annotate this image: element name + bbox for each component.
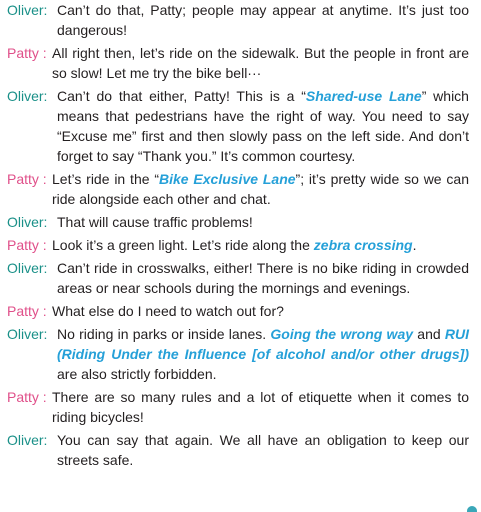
- speaker-label-oliver: Oliver:: [7, 214, 48, 230]
- dialogue-line-oliver: [7, 258, 469, 298]
- dialogue-line-patty: [7, 169, 469, 209]
- dialogue-text: [52, 387, 469, 427]
- speaker-label-oliver: Oliver:: [7, 432, 48, 448]
- dialogue-text-segment: All right then, let’s ride on the sidewalk. But the people in front are so slow! Let me try the bike bell···: [52, 45, 469, 81]
- speaker-label-oliver: Oliver:: [7, 326, 48, 342]
- dialogue-line-patty: [7, 235, 469, 255]
- dialogue-text: [57, 430, 469, 470]
- dialogue-line-oliver: [7, 430, 469, 470]
- dialogue-text-segment: That will cause traffic problems!: [57, 214, 253, 230]
- dialogue-text-segment: ” which means that pedestrians have the right of way. You need to say “Excuse me” first and then slowly pass on the left side. And don’t forget to say “Thank you.” It’s common courtesy.: [57, 88, 469, 164]
- dialogue-line-oliver: [7, 212, 469, 232]
- dialogue-text-segment: ”; it’s pretty wide so we can ride alongside each other and chat.: [52, 171, 469, 207]
- dialogue-line-oliver: [7, 0, 469, 40]
- dialogue-text-segment: and: [413, 326, 445, 342]
- speaker-label-patty: Patty :: [7, 45, 47, 61]
- dialogue-text-segment: Look it’s a green light. Let’s ride along the: [52, 237, 314, 253]
- dialogue-text: [52, 301, 469, 321]
- speaker-label-patty: Patty :: [7, 171, 47, 187]
- dialogue-text-segment: Can’t ride in crosswalks, either! There is no bike riding in crowded areas or near schools during the mornings and evenings.: [57, 260, 469, 296]
- dialogue-line-oliver: [7, 86, 469, 166]
- highlighted-term-going-the-wrong-way: Going the wrong way: [270, 326, 414, 342]
- dialogue-line-patty: [7, 387, 469, 427]
- highlighted-term-zebra-crossing: zebra crossing: [313, 237, 413, 253]
- dialogue-transcript: [7, 0, 469, 473]
- dialogue-line-oliver: [7, 324, 469, 384]
- speaker-label-oliver: Oliver:: [7, 2, 48, 18]
- dialogue-text: [57, 324, 469, 384]
- dialogue-text: [57, 258, 469, 298]
- speaker-label-patty: Patty :: [7, 303, 47, 319]
- dialogue-text: [57, 212, 469, 232]
- dialogue-text-segment: No riding in parks or inside lanes.: [57, 326, 271, 342]
- dialogue-line-patty: [7, 301, 469, 321]
- dialogue-text-segment: .: [412, 237, 417, 253]
- dialogue-text-segment: Let’s ride in the “: [52, 171, 160, 187]
- dialogue-text-segment: There are so many rules and a lot of etiquette when it comes to riding bicycles!: [52, 389, 469, 425]
- corner-decoration: [467, 506, 477, 512]
- highlighted-term-rui: RUI (Riding Under the Influence [of alcohol and/or other drugs]): [57, 326, 470, 362]
- dialogue-text-segment: are also strictly forbidden.: [57, 366, 217, 382]
- speaker-label-patty: Patty :: [7, 389, 47, 405]
- dialogue-text: [52, 43, 469, 83]
- dialogue-text: [52, 235, 469, 255]
- dialogue-text-segment: What else do I need to watch out for?: [52, 303, 284, 319]
- dialogue-line-patty: [7, 43, 469, 83]
- dialogue-text-segment: You can say that again. We all have an obligation to keep our streets safe.: [57, 432, 469, 468]
- speaker-label-patty: Patty :: [7, 237, 47, 253]
- dialogue-text: [57, 0, 469, 40]
- dialogue-text-segment: Can’t do that either, Patty! This is a “: [57, 88, 306, 104]
- highlighted-term-shared-use-lane: Shared-use Lane: [305, 88, 422, 104]
- highlighted-term-bike-exclusive-lane: Bike Exclusive Lane: [159, 171, 296, 187]
- dialogue-text: [57, 86, 469, 166]
- speaker-label-oliver: Oliver:: [7, 88, 48, 104]
- dialogue-text: [52, 169, 469, 209]
- dialogue-text-segment: Can’t do that, Patty; people may appear at anytime. It’s just too dangerous!: [57, 2, 469, 38]
- speaker-label-oliver: Oliver:: [7, 260, 48, 276]
